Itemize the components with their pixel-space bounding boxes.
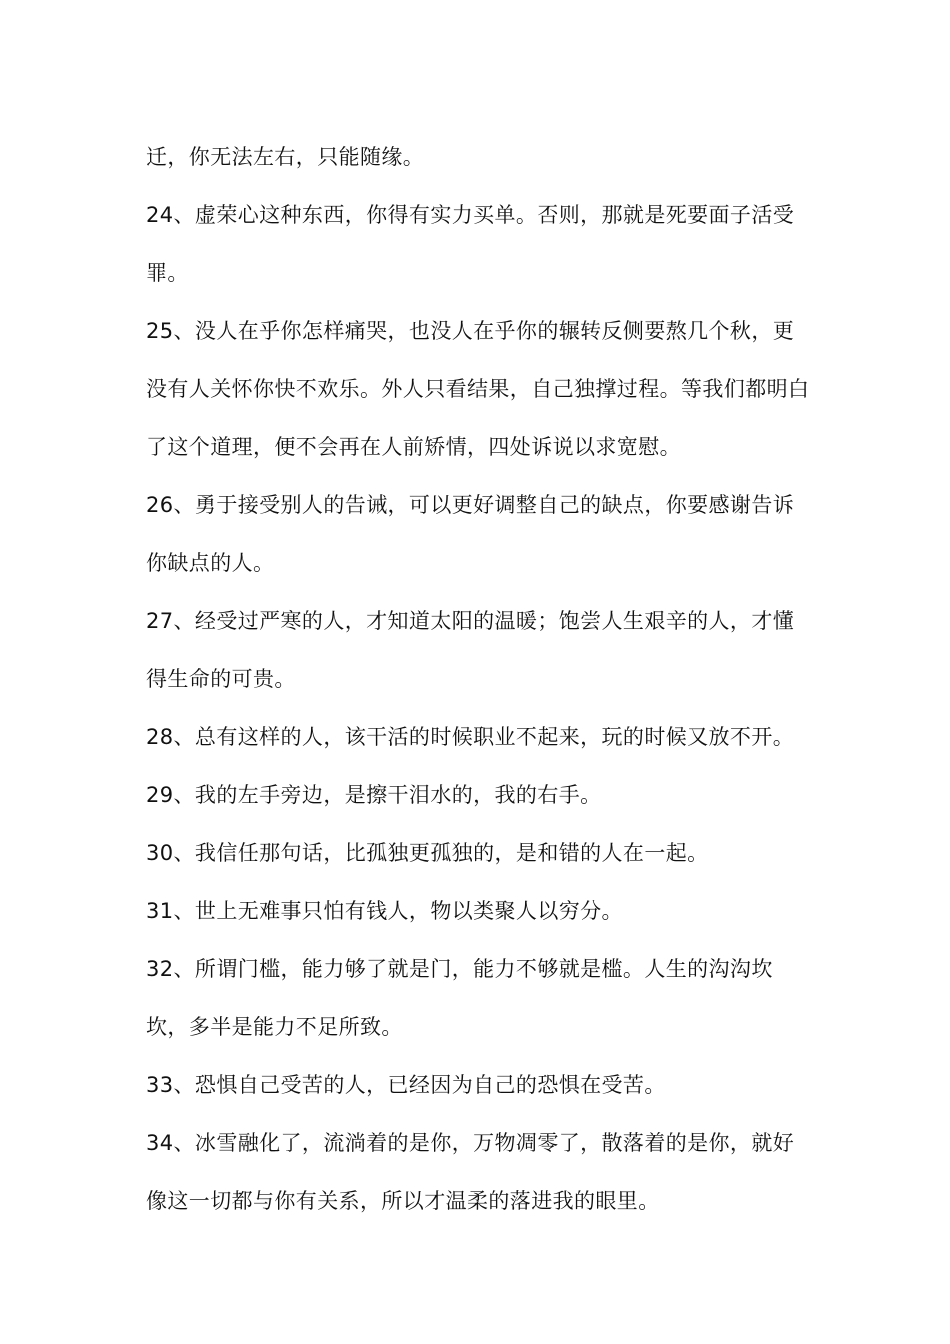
paragraph-33: 33、恐惧自己受苦的人，已经因为自己的恐惧在受苦。 bbox=[146, 1073, 666, 1097]
paragraph-32: 32、所谓门槛，能力够了就是门，能力不够就是槛。人生的沟沟坎坎，多半是能力不足所致。 bbox=[146, 957, 773, 1039]
paragraph-25: 25、没人在乎你怎样痛哭，也没人在乎你的辗转反侧要熬几个秋，更没有人关怀你快不欢乐。外人只看结果，自己独撑过程。等我们都明白了这个道理，便不会再在人前矫情，四处诉说以求宽慰。 bbox=[146, 319, 810, 459]
paragraph-24: 24、虚荣心这种东西，你得有实力买单。否则，那就是死要面子活受罪。 bbox=[146, 203, 795, 285]
paragraph-30: 30、我信任那句话，比孤独更孤独的，是和错的人在一起。 bbox=[146, 841, 709, 865]
paragraph-31: 31、世上无难事只怕有钱人，物以类聚人以穷分。 bbox=[146, 899, 623, 923]
paragraph-34: 34、冰雪融化了，流淌着的是你，万物凋零了，散落着的是你，就好像这一切都与你有关系，所以才温柔的落进我的眼里。 bbox=[146, 1131, 795, 1213]
document-body bbox=[146, 128, 811, 1230]
paragraph-26: 26、勇于接受别人的告诫，可以更好调整自己的缺点，你要感谢告诉你缺点的人。 bbox=[146, 493, 795, 575]
paragraph-27: 27、经受过严寒的人，才知道太阳的温暖；饱尝人生艰辛的人，才懂得生命的可贵。 bbox=[146, 609, 795, 691]
paragraph-29: 29、我的左手旁边，是擦干泪水的，我的右手。 bbox=[146, 783, 602, 807]
paragraph-continuation: 迁，你无法左右，只能随缘。 bbox=[146, 145, 425, 169]
paragraph-28: 28、总有这样的人，该干活的时候职业不起来，玩的时候又放不开。 bbox=[146, 725, 795, 749]
